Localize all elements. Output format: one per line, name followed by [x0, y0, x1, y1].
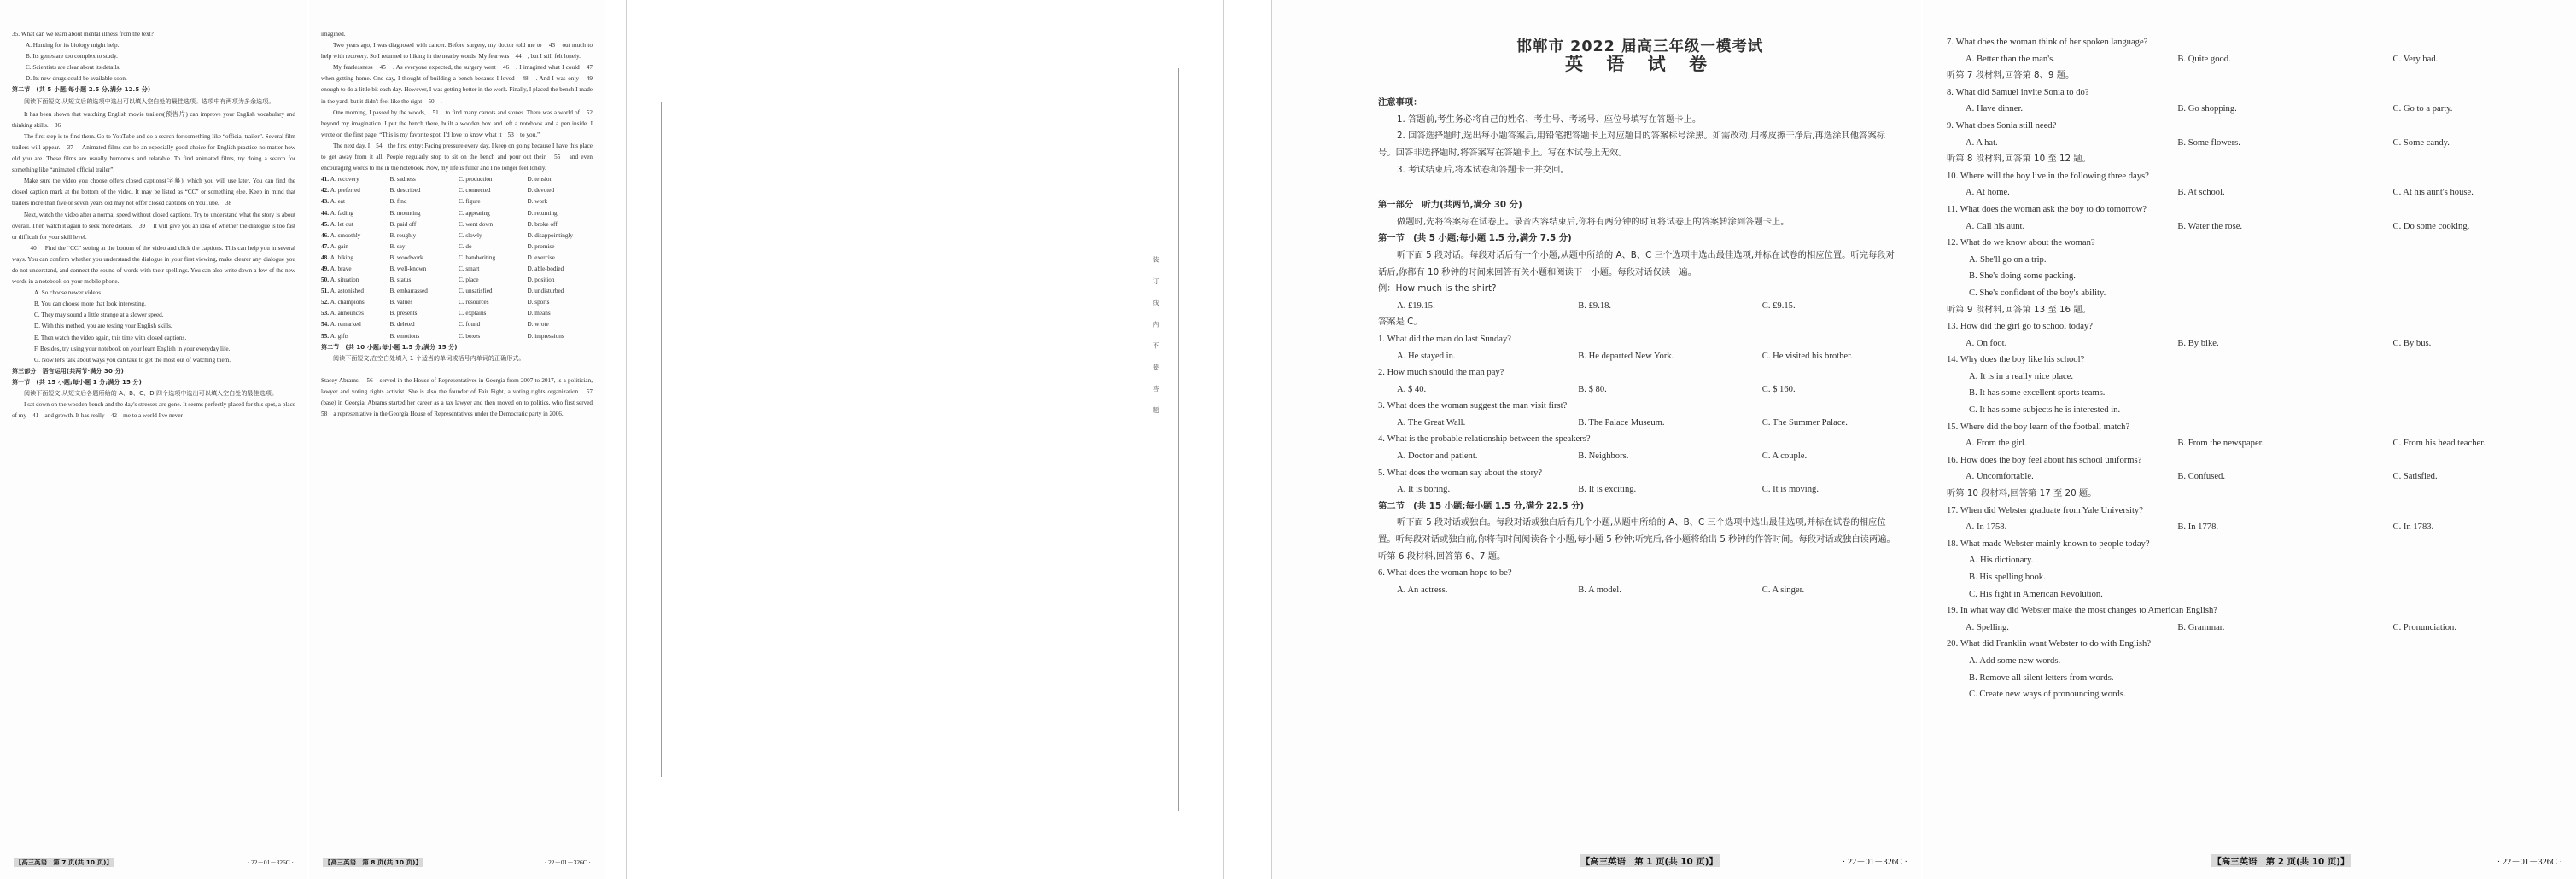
grammar-passage: Stacey Abrams, 56 served in the House of Representatives in Georgia from 2007 to 2017, is a politician, lawyer and voting rights activist. She is also the founder of Fair Fight, a voting rights organization 57 (base) in Georgia. Abrams started her career as a tax lawyer and then moved on to politics, who first served 58 a representative in the Georgia House of Representatives under the Democratic party in 2006. — [321, 376, 599, 418]
option: B. £9.18. — [1578, 300, 1612, 311]
cloze-option[interactable]: D. means — [527, 310, 551, 317]
answer-options — [1378, 582, 1902, 599]
option[interactable]: A. Uncomfortable. — [1966, 472, 2034, 482]
cloze-row-num: 43. A. eat — [321, 198, 345, 206]
passage-para: imagined. — [321, 31, 346, 38]
listening-question: 1. What did the man do last Sunday? — [1378, 334, 1511, 344]
example-question: 例：How much is the shirt? — [1378, 283, 1497, 294]
notice-item: 1. 答题前,考生务必将自己的姓名、考生号、考场号、座位号填写在答题卡上。 — [1397, 114, 1702, 125]
cloze-option[interactable]: B. emotions — [389, 332, 420, 340]
option[interactable]: C. $ 160. — [1761, 384, 1796, 394]
cloze-option[interactable]: D. promise — [527, 242, 555, 250]
option[interactable]: B. Grammar. — [2177, 622, 2225, 632]
option[interactable]: F. Besides, try using your notebook on your learn English in your everyday life. — [34, 345, 231, 352]
cloze-option[interactable]: B. say — [389, 242, 406, 250]
cloze-row-num: 44. A. fading — [321, 209, 353, 217]
cloze-option[interactable]: C. boxes — [459, 332, 481, 340]
answer-options — [1947, 218, 2557, 236]
material-heading: 听第 7 段材料,回答第 8、9 题。 — [1947, 70, 2075, 81]
cloze-row-num: 55. A. gifts — [321, 332, 349, 340]
cloze-option[interactable]: B. mounting — [389, 209, 421, 217]
material-heading: 听第 9 段材料,回答第 13 至 16 题。 — [1947, 304, 2091, 315]
option[interactable]: C. His fight in American Revolution. — [1969, 589, 2103, 599]
option[interactable]: C. The Summer Palace. — [1761, 417, 1848, 428]
option[interactable]: B. It is exciting. — [1578, 485, 1637, 495]
cloze-option[interactable]: D. disappointingly — [527, 231, 574, 239]
page-footer — [1272, 854, 1921, 867]
option[interactable]: C. Satisfied. — [2392, 472, 2438, 482]
answer-options — [1947, 135, 2557, 152]
option[interactable]: A. At home. — [1966, 188, 2010, 198]
cloze-option[interactable]: C. found — [459, 321, 481, 329]
option[interactable]: C. At his aunt's house. — [2392, 188, 2474, 198]
option[interactable]: C. Very bad. — [2392, 54, 2439, 64]
example-options — [1378, 298, 1902, 315]
option[interactable]: B. You can choose more that look interesting. — [34, 300, 146, 308]
answer-options — [1947, 435, 2557, 452]
cloze-row-num: 52. A. champions — [321, 299, 365, 306]
cloze-option[interactable]: D. broke off — [527, 220, 558, 228]
gutter-seal-strip-right — [1144, 0, 1221, 879]
passage-para: Two years ago, I was diagnosed with cancer. Before surgery, my doctor told me to 43 out much to help with recovery. So I returned to hiking in the nearby words. My fear was 44 , but I still felt lonely. — [321, 42, 593, 61]
option[interactable]: B. $ 80. — [1578, 384, 1607, 394]
cloze-row-num: 45. A. let out — [321, 220, 353, 228]
option[interactable]: A. Call his aunt. — [1966, 221, 2025, 231]
cloze-option[interactable]: D. wrote — [527, 321, 549, 329]
listening-question: 3. What does the woman suggest the man visit first? — [1378, 401, 1568, 411]
option[interactable]: D. With this method, you are testing your English skills. — [34, 323, 172, 330]
option[interactable]: C. In 1783. — [2392, 522, 2434, 533]
option[interactable]: B. By bike. — [2177, 338, 2219, 348]
option[interactable]: B. Go shopping. — [2177, 104, 2237, 114]
listening-question: 12. What do we know about the woman? — [1947, 238, 2095, 248]
listening-question: 6. What does the woman hope to be? — [1378, 568, 1512, 579]
option[interactable]: C. By bus. — [2392, 338, 2432, 348]
passage-para: 40 Find the “CC” setting at the bottom of the video and click the captions. This can help you in several ways. You can confirm whether you understand the dialogue in your first viewing, make clearer any dialogue you do not understand, and connect the sound of words with their spellings. You can also write down a few of the new words in a notebook on your mobile phone. — [12, 244, 295, 286]
option[interactable]: B. Remove all silent letters from words. — [1969, 672, 2114, 683]
footer-page-label: 【高三英语 第 1 页(共 10 页)】 — [1580, 854, 1720, 867]
option[interactable]: A. A hat. — [1966, 137, 1998, 148]
listening-question: 18. What made Webster mainly known to people today? — [1947, 538, 2150, 549]
cloze-option[interactable]: D. exercise — [527, 253, 555, 261]
option[interactable]: B. She's doing some packing. — [1969, 271, 2076, 282]
passage-para: The first step is to find them. Go to YouTube and do a search for something like “official trailer”. Several film trailers will appear. 37 Animated films can be an especially good choice for English practice no matter how old you are. These films are usually humorous and relatable. To find animated films, try doing a search for something like “animated official trailer”. — [12, 132, 295, 174]
option[interactable]: C. Some candy. — [2392, 137, 2450, 148]
cloze-option[interactable]: D. work — [527, 198, 548, 206]
cloze-row-num: 42. A. preferred — [321, 187, 360, 195]
option: A. £19.15. — [1397, 300, 1435, 311]
part-heading: 第三部分 语言运用(共两节·满分 30 分) — [12, 367, 124, 375]
answer-options — [1378, 448, 1902, 465]
passage-para: My fearlessness 45 . As everyone expected, the surgery went 46 . I imagined what I could 47 when getting home. One day, I thought of building a bench because I loved 48 . And I was only 49 enough to do a little bit each day. However, I was getting better in the work. Finally, I placed the bench I made in the yard, but it didn't feel like the right 50 . — [321, 64, 599, 105]
cloze-option[interactable]: C. handwriting — [459, 253, 496, 261]
listening-question: 9. What does Sonia still need? — [1947, 120, 2057, 131]
material-heading: 听第 8 段材料,回答第 10 至 12 题。 — [1947, 154, 2091, 165]
option[interactable]: A. Spelling. — [1966, 622, 2009, 632]
answer-options — [1947, 335, 2557, 352]
cloze-option[interactable]: D. able-bodied — [527, 265, 564, 272]
option[interactable]: B. Some flowers. — [2177, 137, 2240, 148]
footer-page-label: 【高三英语 第 7 页(共 10 页)】 — [15, 859, 113, 866]
cloze-option[interactable]: C. do — [459, 242, 472, 250]
answer-options — [1378, 481, 1902, 498]
cloze-option[interactable]: C. place — [459, 277, 479, 284]
listening-question: 4. What is the probable relationship between the speakers? — [1378, 434, 1591, 445]
footer-code: · 22－01－326C · — [247, 859, 294, 866]
option[interactable]: C. Create new ways of pronouncing words. — [1969, 690, 2126, 700]
cloze-option[interactable]: D. tension — [527, 176, 553, 183]
listening-question: 13. How did the girl go to school today? — [1947, 322, 2093, 332]
section-heading: 第一节 (共 15 小题;每小题 1 分;满分 15 分) — [12, 378, 142, 386]
answer-options — [1378, 381, 1902, 399]
exam-page-7 — [0, 0, 307, 879]
option[interactable]: A. Doctor and patient. — [1397, 451, 1478, 462]
option[interactable]: B. In 1778. — [2177, 522, 2219, 533]
footer-page-label: 【高三英语 第 2 页(共 10 页)】 — [2211, 854, 2351, 867]
option[interactable]: C. From his head teacher. — [2392, 439, 2485, 449]
option[interactable]: C. Do some cooking. — [2392, 221, 2470, 231]
cloze-option[interactable]: D. position — [527, 277, 555, 284]
cloze-option[interactable]: B. deleted — [389, 321, 415, 329]
section-intro: 阅读下面短文,从短文后的选项中选出可以填入空白处的最佳选项。选项中有两项为多余选项。 — [24, 97, 275, 105]
option[interactable]: B. Quite good. — [2177, 54, 2231, 64]
listening-question: 7. What does the woman think of her spoken language? — [1947, 38, 2148, 47]
option[interactable]: A. He stayed in. — [1397, 351, 1456, 361]
notice-item: 2. 回答选择题时,选出每小题答案后,用铅笔把答题卡上对应题目的答案标号涂黑。如需改动,用橡皮擦干净后,再选涂其他答案标号。回答非选择题时,将答案写在答题卡上。写在本试卷上无效。 — [1378, 131, 1885, 158]
option[interactable]: C. A couple. — [1761, 451, 1808, 462]
option[interactable]: A. His dictionary. — [1969, 556, 2034, 566]
material-heading: 听第 6 段材料,回答第 6、7 题。 — [1378, 550, 1506, 562]
cloze-option[interactable]: D. sports — [527, 299, 550, 306]
passage-author — [321, 364, 593, 375]
section1-intro: 听下面 5 段对话。每段对话后有一个小题,从题中所给的 A、B、C 三个选项中选出最佳选项,并标在试卷的相应位置。听完每段对话后,你都有 10 秒钟的时间来回答有关小题和阅读下一小题。每段对话仅读一遍。 — [1378, 249, 1895, 277]
option[interactable]: C. It is moving. — [1761, 485, 1819, 495]
answer-options — [1378, 348, 1902, 365]
option[interactable]: C. He visited his brother. — [1761, 351, 1853, 361]
passage-para: One morning, I passed by the woods, 51 to find many carrots and stones. There was a world of 52 beyond my imagination. I put the bench there, built a wooden box and left a notebook and a pen inside. I wrote on the first page, “This is my favorite spot. I'd love to know what it 53 to you.” — [321, 108, 599, 138]
option[interactable]: A. On foot. — [1966, 338, 2007, 348]
answer-options — [1947, 620, 2557, 637]
listening-question: 5. What does the woman say about the story? — [1378, 468, 1543, 478]
option[interactable]: A. An actress. — [1397, 585, 1448, 595]
cloze-option[interactable]: C. explains — [459, 310, 487, 317]
page-footer — [309, 858, 605, 867]
cloze-option[interactable]: B. paid off — [389, 220, 417, 228]
cloze-row-num: 53. A. announces — [321, 310, 364, 317]
notice-heading: 注意事项： — [1378, 97, 1422, 108]
page-footer — [0, 858, 307, 867]
cloze-row-num: 41. A. recovery — [321, 176, 359, 183]
cloze-option[interactable]: C. figure — [459, 198, 481, 206]
cloze-option[interactable]: C. appearing — [459, 209, 490, 217]
gutter-seal-strip — [635, 0, 686, 879]
cloze-row-num: 47. A. gain — [321, 242, 348, 250]
section-intro: 阅读下面短文,在空白处填入 1 个适当的单词或括号内单词的正确形式。 — [333, 354, 525, 362]
page-footer — [1923, 854, 2576, 867]
option[interactable]: C. Go to a party. — [2392, 104, 2453, 114]
passage-para: Next, watch the video after a normal speed without closed captions. Try to understand what the story is about overall. Then watch it again to seek more details. 39 It will give you an idea of whether the dialogue is too fast or difficult for your skill level. — [12, 211, 295, 241]
section2-heading: 第二节 (共 15 小题;每小题 1.5 分,满分 22.5 分) — [1378, 500, 1585, 511]
option[interactable]: C. A singer. — [1761, 585, 1805, 595]
section-heading: 第二节 (共 10 小题;每小题 1.5 分;满分 15 分) — [321, 343, 458, 351]
option[interactable]: A. $ 40. — [1397, 384, 1427, 394]
cloze-row-num: 54. A. remarked — [321, 321, 361, 329]
section1-heading: 第一节 (共 5 小题;每小题 1.5 分,满分 7.5 分) — [1378, 233, 1572, 244]
cloze-option[interactable]: B. sadness — [389, 176, 416, 183]
option[interactable]: B. His spelling book. — [1969, 573, 2046, 582]
footer-page-label: 【高三英语 第 8 页(共 10 页)】 — [324, 859, 422, 866]
option[interactable]: C. It has some subjects he is interested in. — [1969, 405, 2121, 416]
option[interactable]: A. It is in a really nice place. — [1969, 371, 2074, 381]
option[interactable]: B. From the newspaper. — [2177, 439, 2264, 449]
passage-para: The next day, I 54 the first entry: Facing pressure every day, I keep on going because I have this place to get away from it all. People regularly stop to sit on the bench and pour out their 55 and even encouraging words to me in the notebook. Now, my life is fuller and I no longer feel lonely. — [321, 142, 593, 172]
cloze-option[interactable]: D. undisturbed — [527, 288, 564, 295]
option[interactable]: A. So choose newer videos. — [34, 289, 102, 297]
cloze-option[interactable]: C. resources — [459, 299, 489, 306]
option[interactable]: B. Its genes are too complex to study. — [26, 53, 118, 61]
option[interactable]: C. Pronunciation. — [2392, 622, 2456, 632]
answer-options — [1947, 184, 2557, 201]
option[interactable]: B. At school. — [2177, 188, 2225, 198]
option[interactable]: A. She'll go on a trip. — [1969, 254, 2047, 265]
part1-intro: 做题时,先将答案标在试卷上。录音内容结束后,你将有两分钟的时间将试卷上的答案转涂到答题卡上。 — [1397, 216, 1790, 227]
cloze-option[interactable]: B. values — [389, 299, 413, 306]
listening-question: 10. Where will the boy live in the following three days? — [1947, 171, 2149, 181]
cloze-option[interactable]: B. status — [389, 277, 412, 284]
cloze-option[interactable]: C. production — [459, 176, 493, 183]
section-heading: 第二节 (共 5 小题;每小题 2.5 分,满分 12.5 分) — [12, 86, 151, 94]
section-intro: 阅读下面短文,从短文后各题所给的 A、B、C、D 四个选项中选出可以填入空白处的最佳选项。 — [24, 390, 278, 397]
cloze-option[interactable]: B. embarrassed — [389, 288, 428, 295]
option[interactable]: B. He departed New York. — [1578, 351, 1674, 361]
example-answer: 答案是 C。 — [1378, 317, 1422, 328]
cloze-option[interactable]: C. slowly — [459, 231, 482, 239]
cloze-option[interactable]: B. well-known — [389, 265, 427, 272]
listening-question: 15. Where did the boy learn of the football match? — [1947, 422, 2130, 432]
listening-question: 2. How much should the man pay? — [1378, 368, 1504, 378]
exam-title-line2: 英 语 试 卷 — [1565, 53, 1715, 74]
cloze-option[interactable]: D. impressions — [527, 332, 564, 340]
option[interactable]: E. Then watch the video again, this time with closed captions. — [34, 334, 187, 341]
notice-item: 3. 考试结束后,将本试卷和答题卡一并交回。 — [1397, 164, 1569, 175]
listening-question: 20. What did Franklin want Webster to do with English? — [1947, 639, 2152, 649]
question-35: 35. What can we learn about mental illness from the text? — [12, 31, 154, 38]
option[interactable]: A. Add some new words. — [1969, 655, 2061, 666]
option: C. £9.15. — [1761, 300, 1796, 311]
cloze-row-num: 48. A. hiking — [321, 253, 353, 261]
answer-options — [1947, 51, 2557, 68]
option[interactable]: B. The Palace Museum. — [1578, 417, 1665, 428]
answer-options — [1378, 415, 1902, 432]
option[interactable]: C. Scientists are clear about its details. — [26, 64, 120, 72]
option[interactable]: C. They may sound a little strange at a slower speed. — [34, 311, 164, 319]
listening-question: 17. When did Webster graduate from Yale University? — [1947, 505, 2143, 515]
cloze-row-num: 51. A. astonished — [321, 288, 364, 295]
cloze-options-grid — [321, 174, 593, 341]
exam-title-line1: 邯郸市 2022 届高三年级一模考试 — [1516, 38, 1764, 55]
option[interactable]: B. A model. — [1578, 585, 1621, 595]
cloze-row-num: 49. A. brave — [321, 265, 352, 272]
material-heading: 听第 10 段材料,回答第 17 至 20 题。 — [1947, 488, 2097, 499]
listening-question: 16. How does the boy feel about his school uniforms? — [1947, 455, 2142, 465]
option[interactable]: A. From the girl. — [1966, 439, 2027, 449]
section2-intro: 听下面 5 段对话或独白。每段对话或独白后有几个小题,从题中所给的 A、B、C 三个选项中选出最佳选项,并标在试卷的相应位置。听每段对话或独白前,你将有时间阅读各个小题,每小题 5 秒钟;听完后,各小题将给出 5 秒钟的作答时间。每段对话或独白读两遍。 — [1378, 517, 1895, 545]
option[interactable]: A. Have dinner. — [1966, 104, 2024, 114]
option[interactable]: B. It has some excellent sports teams. — [1969, 388, 2106, 399]
exam-page-1 — [1272, 0, 1921, 879]
exam-page-2 — [1923, 0, 2576, 879]
cloze-row-num: 50. A. situation — [321, 277, 359, 284]
footer-code: · 22－01－326C · — [544, 859, 591, 866]
cloze-option[interactable]: D. returning — [527, 209, 558, 217]
listening-question: 8. What did Samuel invite Sonia to do? — [1947, 87, 2089, 97]
cloze-option[interactable]: C. went down — [459, 220, 494, 228]
cloze-option[interactable]: C. smart — [459, 265, 480, 272]
answer-options — [1947, 101, 2557, 118]
cloze-option[interactable]: B. roughly — [389, 231, 417, 239]
option[interactable]: A. Better than the man's. — [1966, 54, 2055, 64]
part1-heading: 第一部分 听力(共两节,满分 30 分) — [1378, 200, 1522, 211]
cloze-option[interactable]: D. devoted — [527, 187, 555, 195]
answer-options — [1947, 469, 2557, 486]
footer-code: · 22－01－326C · — [2497, 858, 2562, 867]
exam-page-8 — [309, 0, 605, 879]
option[interactable]: B. Neighbors. — [1578, 451, 1629, 462]
cloze-row-num: 46. A. smoothly — [321, 231, 361, 239]
cloze-option[interactable]: B. woodwork — [389, 253, 423, 261]
option[interactable]: A. Hunting for its biology might help. — [26, 42, 120, 49]
passage-para: It has been shown that watching English movie trailers(预告片) can improve your English vocabulary and thinking skills. 36 — [12, 110, 295, 129]
option[interactable]: D. Its new drugs could be available soon. — [26, 75, 127, 83]
option[interactable]: G. Now let's talk about ways you can take to get the most out of watching them. — [34, 356, 231, 364]
cloze-option[interactable]: C. unsatisfied — [459, 288, 493, 295]
cloze-option[interactable]: C. connected — [459, 187, 491, 195]
option[interactable]: A. The Great Wall. — [1397, 417, 1466, 428]
option[interactable]: A. In 1758. — [1966, 522, 2007, 533]
cloze-option[interactable]: B. described — [389, 187, 421, 195]
listening-question: 11. What does the woman ask the boy to do tomorrow? — [1947, 204, 2147, 214]
option[interactable]: B. Confused. — [2177, 472, 2225, 482]
cloze-passage-start: I sat down on the wooden bench and the day's stresses are gone. It seems perfectly placed for this spot, a place of my 41 and growth. It has really 42 me to a world I've never — [12, 401, 295, 420]
cloze-option[interactable]: B. presents — [389, 310, 418, 317]
listening-question: 14. Why does the boy like his school? — [1947, 355, 2085, 365]
gutter-seal-label: 装 订 线 内 不 要 答 题 — [1152, 256, 1159, 417]
answer-options — [1947, 519, 2557, 536]
listening-question: 19. In what way did Webster make the most changes to American English? — [1947, 606, 2217, 616]
cloze-option[interactable]: B. find — [389, 198, 407, 206]
option[interactable]: B. Water the rose. — [2177, 221, 2243, 231]
footer-code: · 22－01－326C · — [1842, 858, 1907, 867]
option[interactable]: A. It is boring. — [1397, 485, 1451, 495]
option[interactable]: C. She's confident of the boy's ability. — [1969, 288, 2106, 298]
passage-para: Make sure the video you choose offers closed captions(字幕), which you will use later. You can find the closed caption mark at the bottom of the video. It may be listed as “CC” or something else. Keep in mind that trailers more than five or seven years old may not offer closed captions on YouTube. 38 — [12, 178, 295, 207]
